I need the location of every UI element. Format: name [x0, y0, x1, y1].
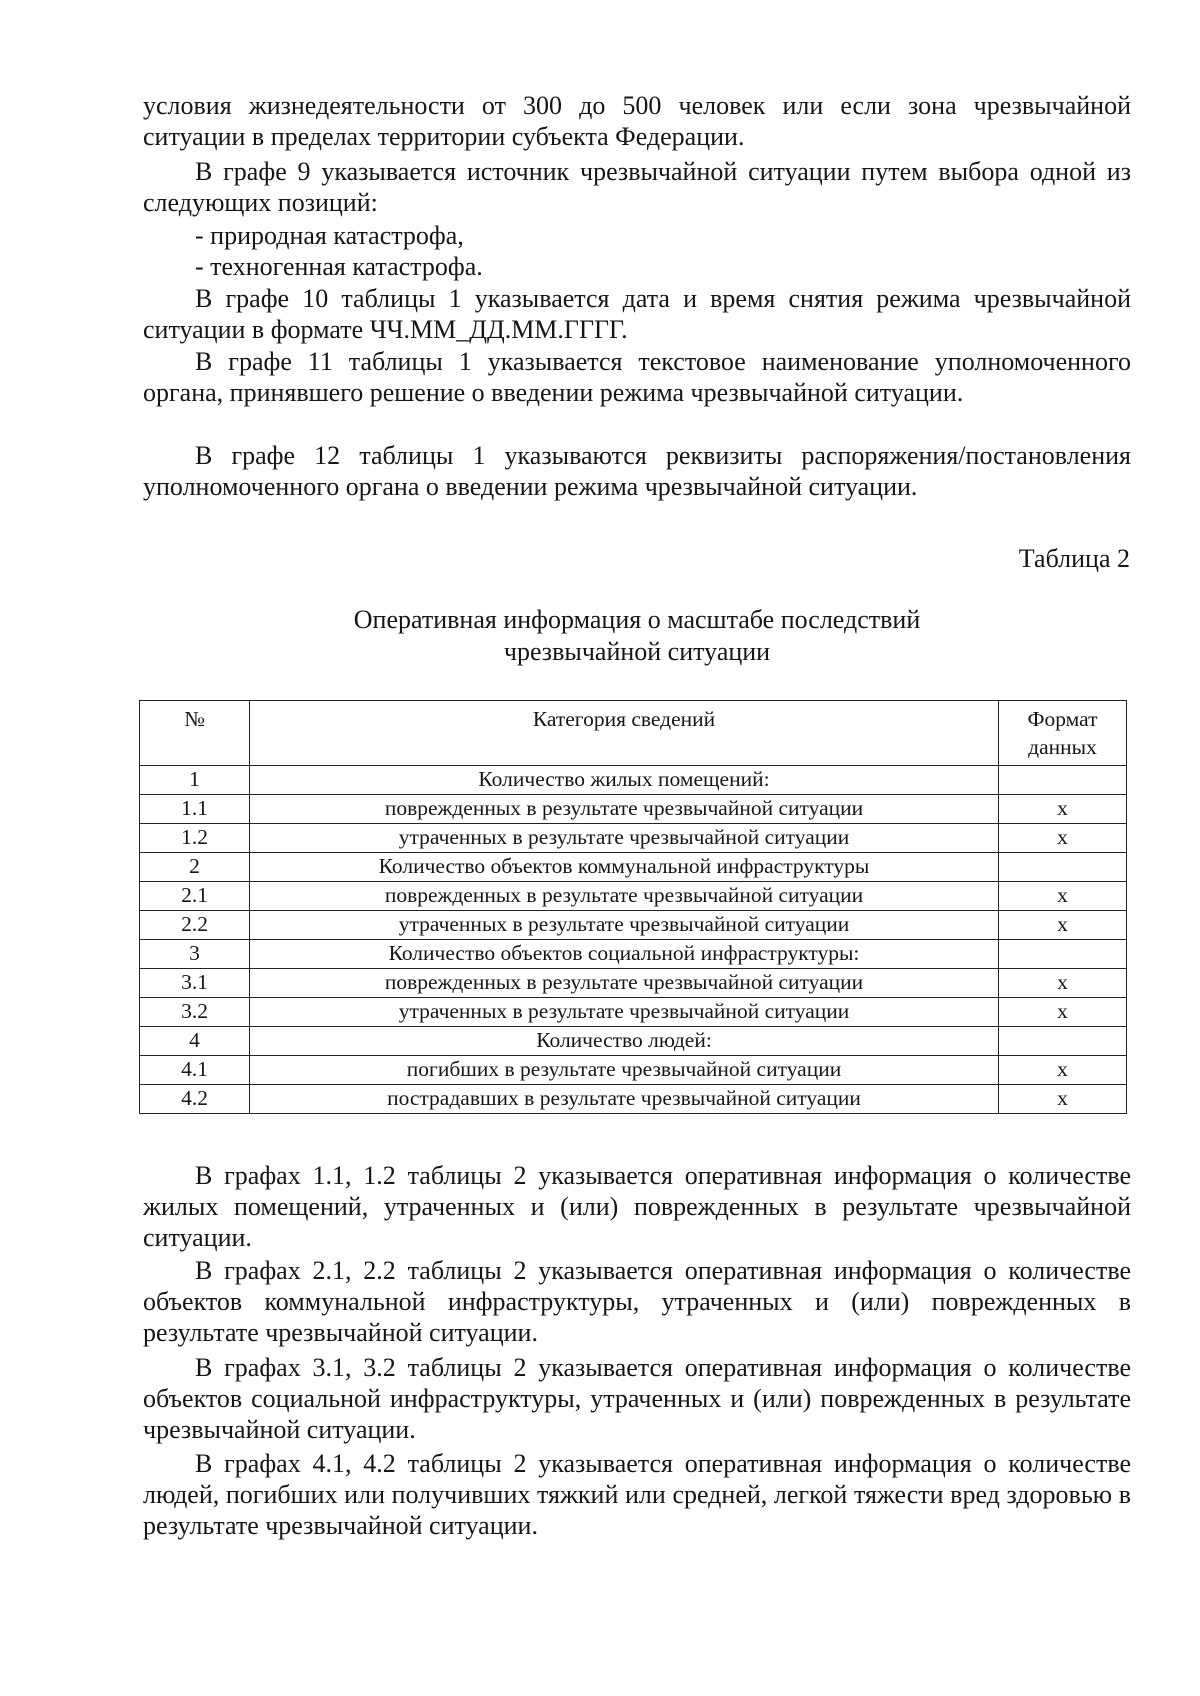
- row-format: [999, 1027, 1127, 1056]
- row-number: 1.2: [140, 824, 250, 853]
- row-category: пострадавших в результате чрезвычайной ситуации: [250, 1085, 999, 1114]
- row-number: 1.1: [140, 795, 250, 824]
- paragraph-columns-3: В графах 3.1, 3.2 таблицы 2 указывается оперативная информация о количестве объектов социальной инфраструктуры, утраченных и (или) поврежденных в результате чрезвычайной ситуации.: [143, 1353, 1131, 1444]
- list-item: - природная катастрофа,: [195, 221, 464, 250]
- paragraph-column-10: В графе 10 таблицы 1 указывается дата и время снятия режима чрезвычайной ситуации в формате ЧЧ.ММ_ДД.ММ.ГГГГ.: [143, 284, 1131, 344]
- row-number: 3.1: [140, 969, 250, 998]
- table-header-row: [140, 701, 1127, 766]
- row-format: x: [999, 911, 1127, 940]
- row-category: утраченных в результате чрезвычайной ситуации: [250, 998, 999, 1027]
- table-caption-line: Оперативная информация о масштабе последствий: [353, 605, 921, 634]
- row-number: 2: [140, 853, 250, 882]
- table-row: [140, 911, 1127, 940]
- row-number: 4: [140, 1027, 250, 1056]
- paragraph-column-9: В графе 9 указывается источник чрезвычайной ситуации путем выбора одной из следующих позиций:: [143, 157, 1131, 217]
- table-row: [140, 969, 1127, 998]
- row-category: поврежденных в результате чрезвычайной ситуации: [250, 795, 999, 824]
- table-caption-line: чрезвычайной ситуации: [503, 637, 771, 666]
- table-row: [140, 1056, 1127, 1085]
- row-number: 3: [140, 940, 250, 969]
- row-format: x: [999, 998, 1127, 1027]
- row-format: x: [999, 1056, 1127, 1085]
- paragraph-columns-1: В графах 1.1, 1.2 таблицы 2 указывается оперативная информация о количестве жилых помещений, утраченных и (или) поврежденных в результате чрезвычайной ситуации.: [143, 1161, 1131, 1252]
- table-row: [140, 824, 1127, 853]
- row-format: x: [999, 969, 1127, 998]
- table-row: [140, 1027, 1127, 1056]
- table-row: [140, 1085, 1127, 1114]
- row-format: x: [999, 1085, 1127, 1114]
- row-category: поврежденных в результате чрезвычайной ситуации: [250, 969, 999, 998]
- table-caption: [143, 604, 1131, 668]
- row-category: Количество объектов социальной инфраструктуры:: [250, 940, 999, 969]
- paragraph-continuation: условия жизнедеятельности от 300 до 500 человек или если зона чрезвычайной ситуации в пределах территории субъекта Федерации.: [143, 91, 1131, 151]
- row-number: 3.2: [140, 998, 250, 1027]
- header-format-line: Формат: [1027, 707, 1098, 731]
- table-row: [140, 853, 1127, 882]
- paragraph-columns-2: В графах 2.1, 2.2 таблицы 2 указывается оперативная информация о количестве объектов коммунальной инфраструктуры, утраченных и (или) поврежденных в результате чрезвычайной ситуации.: [143, 1256, 1131, 1347]
- table-row: [140, 940, 1127, 969]
- row-category: погибших в результате чрезвычайной ситуации: [250, 1056, 999, 1085]
- row-format: [999, 853, 1127, 882]
- row-category: утраченных в результате чрезвычайной ситуации: [250, 824, 999, 853]
- row-number: 2.1: [140, 882, 250, 911]
- row-number: 4.1: [140, 1056, 250, 1085]
- paragraph-column-12: В графе 12 таблицы 1 указываются реквизиты распоряжения/постановления уполномоченного органа о введении режима чрезвычайной ситуации.: [143, 441, 1131, 501]
- row-category: Количество людей:: [250, 1027, 999, 1056]
- table-row: [140, 766, 1127, 795]
- row-category: Количество жилых помещений:: [250, 766, 999, 795]
- header-format-line: данных: [1028, 735, 1097, 759]
- table-row: [140, 998, 1127, 1027]
- row-number: 1: [140, 766, 250, 795]
- paragraph-column-11: В графе 11 таблицы 1 указывается текстовое наименование уполномоченного органа, принявшего решение о введении режима чрезвычайной ситуации.: [143, 347, 1131, 407]
- paragraph-columns-4: В графах 4.1, 4.2 таблицы 2 указывается оперативная информация о количестве людей, погибших или получивших тяжкий или средней, легкой тяжести вред здоровью в результате чрезвычайной ситуации.: [143, 1449, 1131, 1540]
- row-category: Количество объектов коммунальной инфраструктуры: [250, 853, 999, 882]
- row-number: 4.2: [140, 1085, 250, 1114]
- consequences-table: [139, 700, 1127, 1114]
- table-number-label: Таблица 2: [1018, 544, 1130, 573]
- row-format: [999, 766, 1127, 795]
- row-format: [999, 940, 1127, 969]
- row-category: поврежденных в результате чрезвычайной ситуации: [250, 882, 999, 911]
- table-row: [140, 795, 1127, 824]
- row-category: утраченных в результате чрезвычайной ситуации: [250, 911, 999, 940]
- header-number: №: [140, 701, 250, 766]
- row-format: x: [999, 824, 1127, 853]
- table-row: [140, 882, 1127, 911]
- list-item: - техногенная катастрофа.: [195, 252, 483, 281]
- row-format: x: [999, 795, 1127, 824]
- header-format: [999, 701, 1127, 766]
- header-category: Категория сведений: [250, 701, 999, 766]
- row-format: x: [999, 882, 1127, 911]
- row-number: 2.2: [140, 911, 250, 940]
